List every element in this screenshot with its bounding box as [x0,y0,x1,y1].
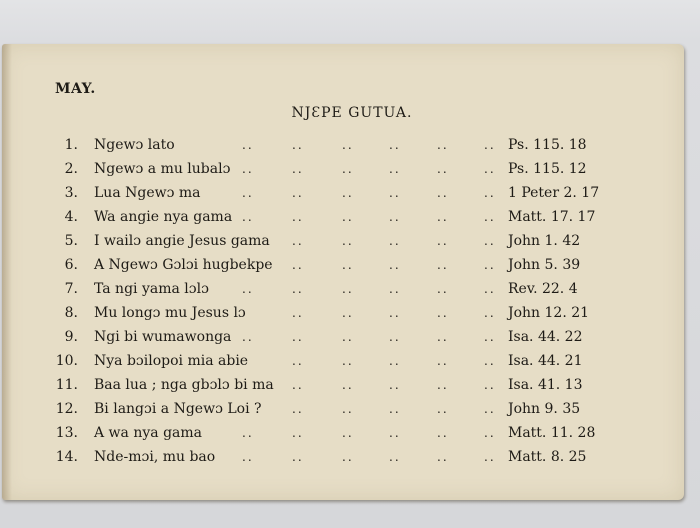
dot-leader: .. [342,330,354,344]
dot-leader: .. [342,450,354,464]
dot-leader: .. [342,282,354,296]
dot-leader: .. [292,138,304,152]
dot-leader: .. [292,234,304,248]
list-item [2,181,684,205]
dot-leader: .. [484,210,496,224]
dot-leader: .. [389,138,401,152]
item-reference: John 5. 39 [508,257,581,273]
dot-leader: .. [437,258,449,272]
item-reference: Ps. 115. 18 [508,137,587,153]
dot-leader: .. [342,138,354,152]
dot-leader: .. [389,450,401,464]
item-reference: 1 Peter 2. 17 [508,185,600,201]
dot-leader: .. [484,306,496,320]
item-reference: Matt. 8. 25 [508,449,587,465]
dot-leader: .. [437,450,449,464]
item-text: Nde-mɔi, mu bao [94,449,216,465]
dot-leader: .. [484,450,496,464]
item-text: Baa lua ; nga gbɔlɔ bi ma [94,377,274,393]
dot-leader: .. [292,186,304,200]
dot-leader: .. [292,306,304,320]
dot-leader: .. [437,210,449,224]
dot-leader: .. [292,426,304,440]
item-text: A wa nya gama [94,425,202,441]
dot-leader: .. [437,426,449,440]
dot-leader: .. [342,186,354,200]
item-number: 5. [64,233,78,249]
item-number: 1. [64,137,78,153]
item-text: I wailɔ angie Jesus gama [94,233,270,249]
dot-leader: .. [437,162,449,176]
month-heading: MAY. [55,81,96,97]
dot-leader: .. [342,210,354,224]
dot-leader: .. [484,378,496,392]
dot-leader: .. [437,306,449,320]
dot-leader: .. [342,354,354,368]
item-number: 7. [64,281,78,297]
item-number: 4. [64,209,78,225]
list-item [2,397,684,421]
list-item [2,373,684,397]
dot-leader: .. [437,402,449,416]
dot-leader: .. [242,210,254,224]
page-title: NJƐPE GUTUA. [291,105,413,121]
dot-leader: .. [342,234,354,248]
item-number: 12. [55,401,78,417]
dot-leader: .. [389,282,401,296]
item-reference: John 12. 21 [508,305,590,321]
item-reference: Matt. 17. 17 [508,209,596,225]
item-text: Ta ngi yama lɔlɔ [94,281,209,297]
dot-leader: .. [389,210,401,224]
dot-leader: .. [389,330,401,344]
dot-leader: .. [242,162,254,176]
dot-leader: .. [484,282,496,296]
item-reference: John 9. 35 [508,401,581,417]
list-item [2,325,684,349]
dot-leader: .. [484,426,496,440]
dot-leader: .. [484,330,496,344]
list-item [2,133,684,157]
dot-leader: .. [242,426,254,440]
dot-leader: .. [342,426,354,440]
item-number: 3. [64,185,78,201]
list-item [2,157,684,181]
item-number: 13. [55,425,78,441]
item-text: Lua Ngewɔ ma [94,185,201,201]
dot-leader: .. [389,258,401,272]
dot-leader: .. [484,402,496,416]
dot-leader: .. [389,162,401,176]
item-number: 11. [55,377,78,393]
dot-leader: .. [484,162,496,176]
item-reference: Matt. 11. 28 [508,425,596,441]
item-text: A Ngewɔ Gɔlɔi hugbekpe [94,257,273,273]
dot-leader: .. [342,258,354,272]
item-number: 2. [64,161,78,177]
dot-leader: .. [437,138,449,152]
item-number: 14. [55,449,78,465]
item-reference: Isa. 41. 13 [508,377,583,393]
dot-leader: .. [389,426,401,440]
item-number: 9. [64,329,78,345]
list-item [2,277,684,301]
dot-leader: .. [242,330,254,344]
dot-leader: .. [342,306,354,320]
dot-leader: .. [437,282,449,296]
item-text: Ngi bi wumawonga [94,329,232,345]
item-reference: Rev. 22. 4 [508,281,578,297]
item-text: Wa angie nya gama [94,209,233,225]
dot-leader: .. [437,330,449,344]
dot-leader: .. [437,234,449,248]
item-reference: Isa. 44. 22 [508,329,583,345]
item-text: Bi langɔi a Ngewɔ Loi ? [94,401,262,417]
dot-leader: .. [342,162,354,176]
book-page [2,44,684,500]
dot-leader: .. [292,378,304,392]
dot-leader: .. [292,330,304,344]
dot-leader: .. [292,162,304,176]
dot-leader: .. [292,450,304,464]
list-item [2,253,684,277]
item-reference: Ps. 115. 12 [508,161,587,177]
item-text: Mu longɔ mu Jesus lɔ [94,305,246,321]
dot-leader: .. [242,450,254,464]
item-reference: Isa. 44. 21 [508,353,583,369]
dot-leader: .. [292,354,304,368]
dot-leader: .. [389,306,401,320]
item-number: 10. [55,353,78,369]
dot-leader: .. [389,186,401,200]
dot-leader: .. [342,402,354,416]
dot-leader: .. [389,234,401,248]
dot-leader: .. [242,138,254,152]
item-text: Ngewɔ a mu lubalɔ [94,161,231,177]
verse-list [2,133,684,469]
item-text: Nya bɔilopoi mia abie [94,353,249,369]
list-item [2,205,684,229]
dot-leader: .. [389,402,401,416]
dot-leader: .. [484,258,496,272]
item-number: 8. [64,305,78,321]
dot-leader: .. [292,210,304,224]
dot-leader: .. [484,234,496,248]
dot-leader: .. [389,354,401,368]
dot-leader: .. [242,282,254,296]
dot-leader: .. [292,402,304,416]
item-number: 6. [64,257,78,273]
dot-leader: .. [484,186,496,200]
list-item [2,229,684,253]
list-item [2,301,684,325]
list-item [2,421,684,445]
dot-leader: .. [437,186,449,200]
dot-leader: .. [292,258,304,272]
dot-leader: .. [342,378,354,392]
dot-leader: .. [437,354,449,368]
item-text: Ngewɔ lato [94,137,175,153]
list-item [2,445,684,469]
dot-leader: .. [484,138,496,152]
dot-leader: .. [484,354,496,368]
dot-leader: .. [242,186,254,200]
dot-leader: .. [292,282,304,296]
item-reference: John 1. 42 [508,233,581,249]
list-item [2,349,684,373]
dot-leader: .. [437,378,449,392]
dot-leader: .. [389,378,401,392]
